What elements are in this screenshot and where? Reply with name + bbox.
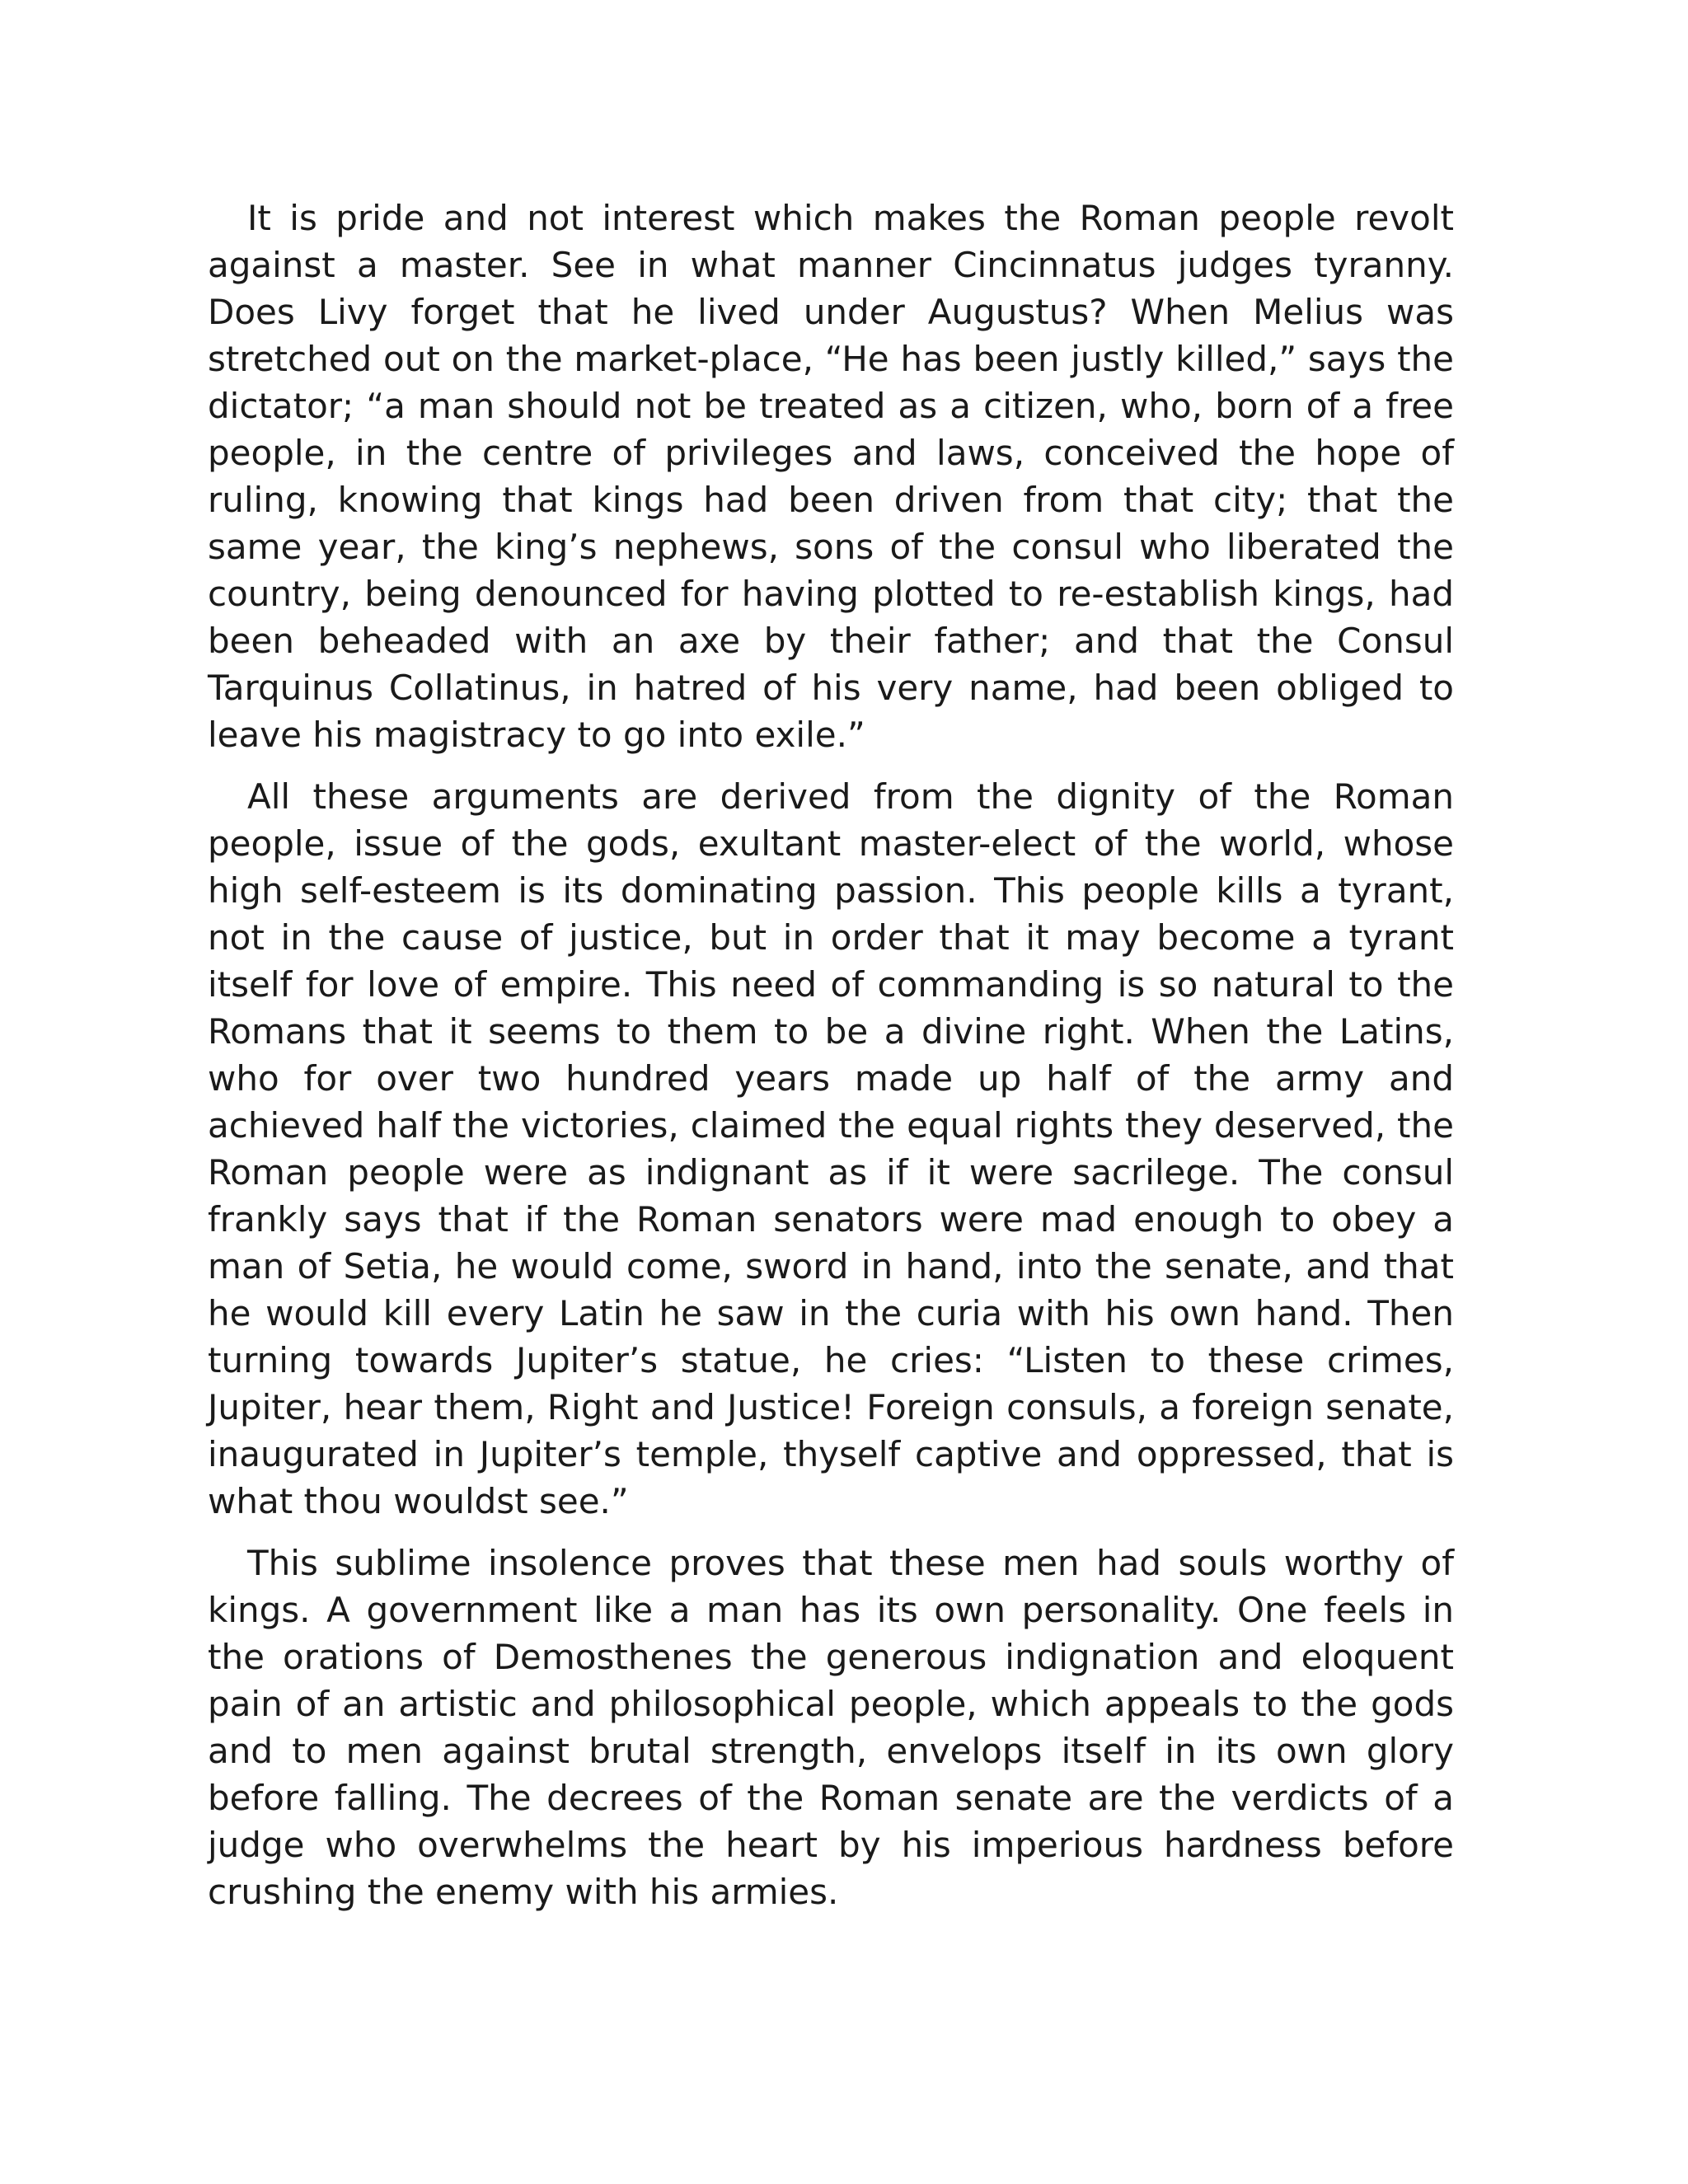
body-text xyxy=(208,194,1454,1930)
paragraph-1: It is pride and not interest which makes the Roman people revolt against a master. See in what manner Cincinnatus judges tyranny. Does Livy forget that he lived under Augustus? When Melius was stretched out on the market-place, “He has been justly killed,” says the dictator; “a man should not be treated as a citizen, who, born of a free people, in the centre of privileges and laws, conceived the hope of ruling, knowing that kings had been driven from that city; that the same year, the king’s nephews, sons of the consul who liberated the country, being denounced for having plotted to re-establish kings, had been beheaded with an axe by their father; and that the Consul Tarquinus Collatinus, in hatred of his very name, had been obliged to leave his magistracy to go into exile.” xyxy=(208,198,1454,755)
paragraph-3: This sublime insolence proves that these men had souls worthy of kings. A government like a man has its own personality. One feels in the orations of Demosthenes the generous indignation and eloquent pain of an artistic and philosophical people, which appeals to the gods and to men against brutal strength, envelops itself in its own glory before falling. The decrees of the Roman senate are the verdicts of a judge who overwhelms the heart by his imperious hardness before crushing the enemy with his armies. xyxy=(208,1543,1454,1912)
paragraph-2: All these arguments are derived from the dignity of the Roman people, issue of the gods, exultant master-elect of the world, whose high self-esteem is its dominating passion. This people kills a tyrant, not in the cause of justice, but in order that it may become a tyrant itself for love of empire. This need of commanding is so natural to the Romans that it seems to them to be a divine right. When the Latins, who for over two hundred years made up half of the army and achieved half the victories, claimed the equal rights they deserved, the Roman people were as indignant as if it were sacrilege. The consul frankly says that if the Roman senators were mad enough to obey a man of Setia, he would come, sword in hand, into the senate, and that he would kill every Latin he saw in the curia with his own hand. Then turning towards Jupiter’s statue, he cries: “Listen to these crimes, Jupiter, hear them, Right and Justice! Foreign consuls, a foreign senate, inaugurated in Jupiter’s temple, thyself captive and oppressed, that is what thou wouldst see.” xyxy=(208,776,1454,1521)
